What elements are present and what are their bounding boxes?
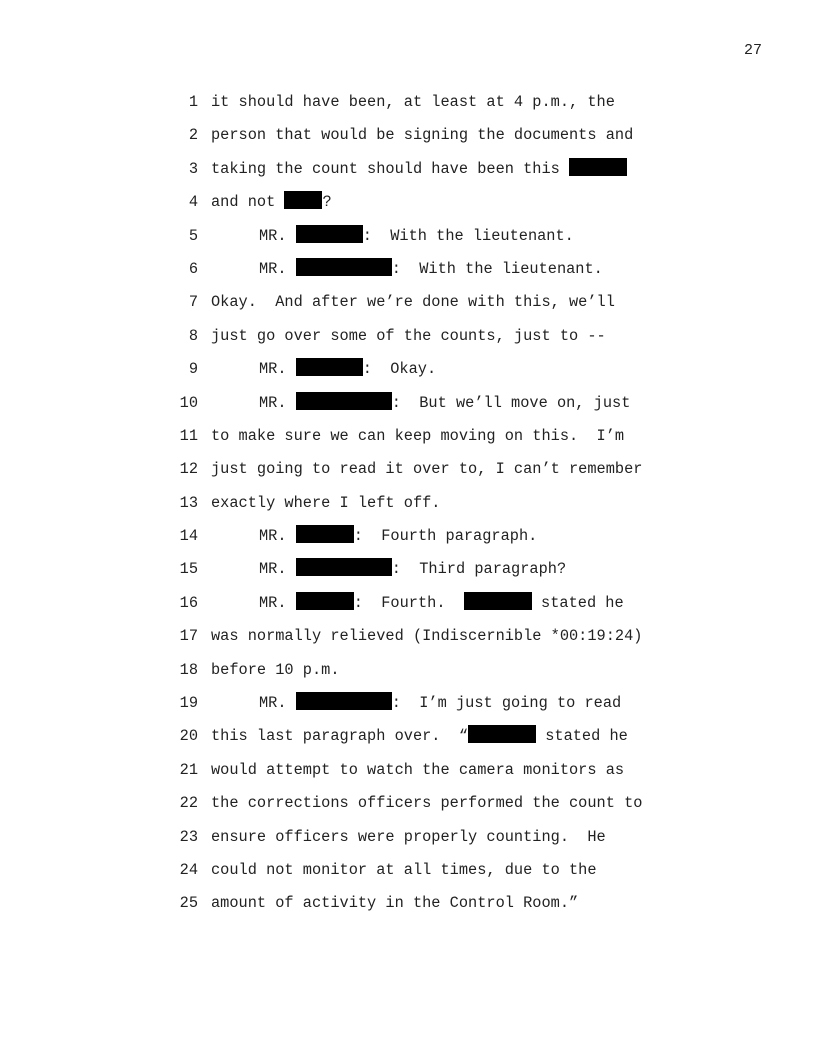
redaction-box <box>296 592 354 610</box>
transcript-line <box>0 286 816 319</box>
line-text <box>211 620 642 653</box>
text-segment: MR. <box>259 259 296 278</box>
text-segment: was normally relieved (Indiscernible *00:19:24) <box>211 627 643 646</box>
redaction-box <box>296 692 392 710</box>
line-text <box>211 86 615 119</box>
transcript-line <box>0 720 816 753</box>
transcript-line <box>0 787 816 820</box>
line-text <box>259 520 537 553</box>
text-segment: amount of activity in the Control Room.” <box>211 894 579 913</box>
text-segment: MR. <box>259 560 296 579</box>
transcript-line <box>0 153 816 186</box>
line-text <box>259 687 621 720</box>
text-segment: and not <box>211 193 285 212</box>
text-segment: it should have been, at least at 4 p.m., the <box>211 93 615 111</box>
line-number: 18 <box>179 660 198 679</box>
line-number: 8 <box>188 326 198 345</box>
line-number: 16 <box>179 593 198 612</box>
text-segment: : With the lieutenant. <box>362 226 574 245</box>
line-number: 15 <box>179 560 198 579</box>
transcript-line <box>0 453 816 486</box>
line-number: 24 <box>179 860 198 879</box>
line-number: 6 <box>188 259 198 278</box>
line-number: 21 <box>179 760 198 779</box>
line-text <box>211 420 624 453</box>
text-segment: the corrections officers performed the count to <box>211 794 643 813</box>
redaction-box <box>296 358 363 376</box>
line-number: 11 <box>179 426 198 445</box>
line-number: 10 <box>179 393 198 412</box>
line-text <box>259 220 574 253</box>
text-segment: just going to read it over to, I can’t remember <box>211 460 643 479</box>
page-number: 27 <box>743 42 762 59</box>
transcript-line <box>0 854 816 887</box>
text-segment: MR. <box>259 360 296 379</box>
redaction-box <box>296 558 392 576</box>
line-number: 25 <box>179 894 198 913</box>
transcript-line <box>0 119 816 152</box>
transcript-line <box>0 620 816 653</box>
line-text <box>211 487 441 520</box>
transcript-line <box>0 420 816 453</box>
text-segment: would attempt to watch the camera monitors as <box>211 760 625 779</box>
redaction-box <box>296 225 363 243</box>
line-text <box>211 887 578 920</box>
transcript-line <box>0 353 816 386</box>
line-number: 17 <box>179 627 198 646</box>
redaction-box <box>464 592 532 610</box>
line-number: 4 <box>188 193 198 212</box>
line-number: 14 <box>179 527 198 546</box>
text-segment: stated he <box>536 727 628 746</box>
line-text <box>259 253 603 286</box>
transcript-line <box>0 86 816 119</box>
text-segment: : Okay. <box>362 360 437 379</box>
line-number: 1 <box>188 93 198 111</box>
text-segment: ensure officers were properly counting. He <box>211 827 606 846</box>
line-text <box>259 587 624 620</box>
line-text <box>211 754 624 787</box>
text-segment: this last paragraph over. “ <box>211 727 469 746</box>
line-number: 20 <box>179 727 198 746</box>
text-segment: MR. <box>259 393 296 412</box>
text-segment: just go over some of the counts, just to -- <box>211 326 606 345</box>
line-text <box>211 720 628 753</box>
transcript-line <box>0 821 816 854</box>
transcript-line <box>0 387 816 420</box>
transcript-line <box>0 754 816 787</box>
line-number: 7 <box>188 293 198 312</box>
text-segment: MR. <box>259 527 296 546</box>
transcript-body <box>0 86 816 921</box>
line-text <box>211 854 597 887</box>
text-segment: : With the lieutenant. <box>391 259 603 278</box>
line-number: 9 <box>188 360 198 379</box>
line-number: 2 <box>188 126 198 145</box>
transcript-line <box>0 520 816 553</box>
transcript-line <box>0 487 816 520</box>
line-text <box>211 320 606 353</box>
transcript-line <box>0 587 816 620</box>
redaction-box <box>296 258 392 276</box>
transcript-line <box>0 220 816 253</box>
line-text <box>211 654 340 687</box>
transcript-line <box>0 186 816 219</box>
text-segment: stated he <box>531 593 624 612</box>
line-number: 12 <box>179 460 198 479</box>
text-segment: : But we’ll move on, just <box>391 393 631 412</box>
line-text <box>259 353 436 386</box>
line-text <box>211 153 627 186</box>
redaction-box <box>296 392 392 410</box>
redaction-box <box>284 191 322 209</box>
line-number: 5 <box>188 226 198 245</box>
transcript-line <box>0 687 816 720</box>
text-segment: before 10 p.m. <box>211 660 340 679</box>
line-text <box>211 787 642 820</box>
transcript-line <box>0 320 816 353</box>
line-text <box>211 286 615 319</box>
text-segment: : Third paragraph? <box>391 560 567 579</box>
text-segment: : I’m just going to read <box>391 694 622 713</box>
text-segment: to make sure we can keep moving on this. I’m <box>211 426 625 445</box>
text-segment: : Fourth. <box>353 593 464 612</box>
line-text <box>259 553 566 586</box>
text-segment: : Fourth paragraph. <box>353 527 538 546</box>
line-number: 13 <box>179 493 198 512</box>
text-segment: Okay. And after we’re done with this, we’ll <box>211 293 615 312</box>
transcript-line <box>0 253 816 286</box>
line-text <box>211 821 606 854</box>
transcript-line <box>0 553 816 586</box>
text-segment: MR. <box>259 226 296 245</box>
line-number: 22 <box>179 794 198 813</box>
text-segment: ? <box>322 193 332 212</box>
transcript-line <box>0 887 816 920</box>
text-segment: MR. <box>259 694 296 713</box>
text-segment: MR. <box>259 593 296 612</box>
line-text <box>211 186 332 219</box>
redaction-box <box>468 725 536 743</box>
line-text <box>259 387 630 420</box>
line-number: 19 <box>179 694 198 713</box>
text-segment: person that would be signing the documents and <box>211 126 634 145</box>
redaction-box <box>569 158 627 176</box>
transcript-line <box>0 654 816 687</box>
redaction-box <box>296 525 354 543</box>
line-number: 23 <box>179 827 198 846</box>
line-text <box>211 119 633 152</box>
text-segment: taking the count should have been this <box>211 159 570 178</box>
text-segment: could not monitor at all times, due to the <box>211 860 597 879</box>
line-text <box>211 453 642 486</box>
text-segment: exactly where I left off. <box>211 493 441 512</box>
line-number: 3 <box>188 159 198 178</box>
